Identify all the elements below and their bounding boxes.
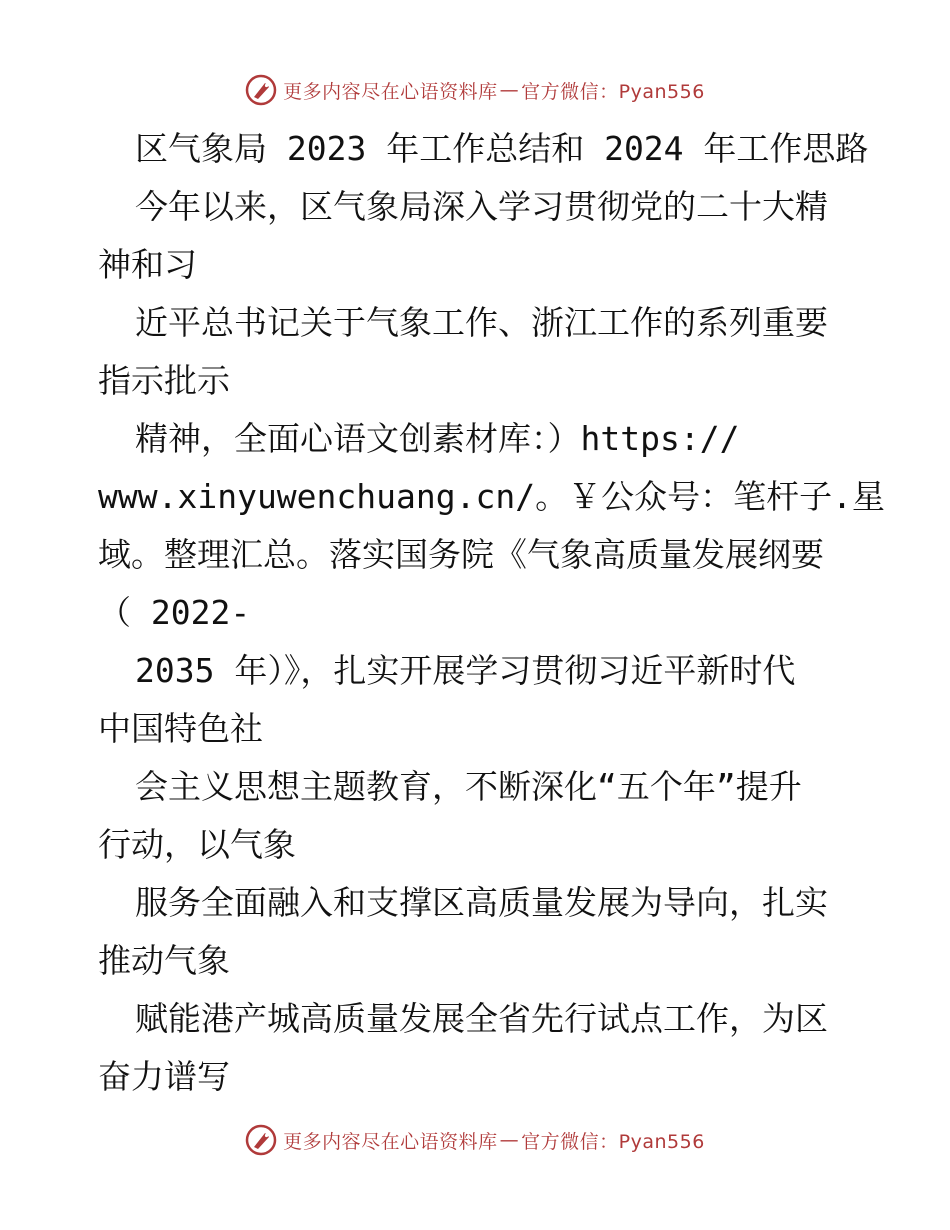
paragraph-line: www.xinyuwenchuang.cn/。￥公众号：笔杆子.星 <box>98 477 885 516</box>
paragraph-line: 推动气象 <box>98 941 230 980</box>
footer-banner-dash: — <box>499 1129 520 1151</box>
paragraph-line: 会主义思想主题教育，不断深化“五个年”提升 <box>135 767 802 806</box>
paragraph-line: 精神，全面心语文创素材库：）https:// <box>135 419 740 458</box>
paragraph-line: 服务全面融入和支撑区高质量发展为导向，扎实 <box>135 883 828 922</box>
header-banner-suffix: 官方微信：Pyan556 <box>521 80 705 103</box>
paragraph-line: 神和习 <box>98 245 197 284</box>
paragraph-line: 域。整理汇总。落实国务院《气象高质量发展纲要 <box>98 535 824 574</box>
document-body <box>98 120 885 1106</box>
paragraph-line: 行动，以气象 <box>98 825 296 864</box>
paragraph-line: 近平总书记关于气象工作、浙江工作的系列重要 <box>135 303 828 342</box>
header-watermark-banner <box>0 70 950 110</box>
pen-nib-logo-icon <box>245 74 277 106</box>
paragraph-line: （ 2022- <box>98 593 251 632</box>
footer-banner-suffix: 官方微信：Pyan556 <box>521 1130 705 1153</box>
pen-nib-logo-icon <box>245 1124 277 1156</box>
footer-watermark-banner <box>0 1120 950 1160</box>
header-banner-text: 更多内容尽在心语资料库 <box>283 80 498 103</box>
header-banner-dash: — <box>499 79 520 101</box>
paragraph-line: 2035 年）》，扎实开展学习贯彻习近平新时代 <box>135 651 796 690</box>
paragraph-line: 指示批示 <box>98 361 230 400</box>
paragraph-line: 赋能港产城高质量发展全省先行试点工作，为区 <box>135 999 828 1038</box>
document-title: 区气象局 2023 年工作总结和 2024 年工作思路 <box>135 129 869 168</box>
paragraph-line: 中国特色社 <box>98 709 263 748</box>
paragraph-line: 奋力谱写 <box>98 1057 230 1096</box>
paragraph-line: 今年以来，区气象局深入学习贯彻党的二十大精 <box>135 187 828 226</box>
footer-banner-text: 更多内容尽在心语资料库 <box>283 1130 498 1153</box>
